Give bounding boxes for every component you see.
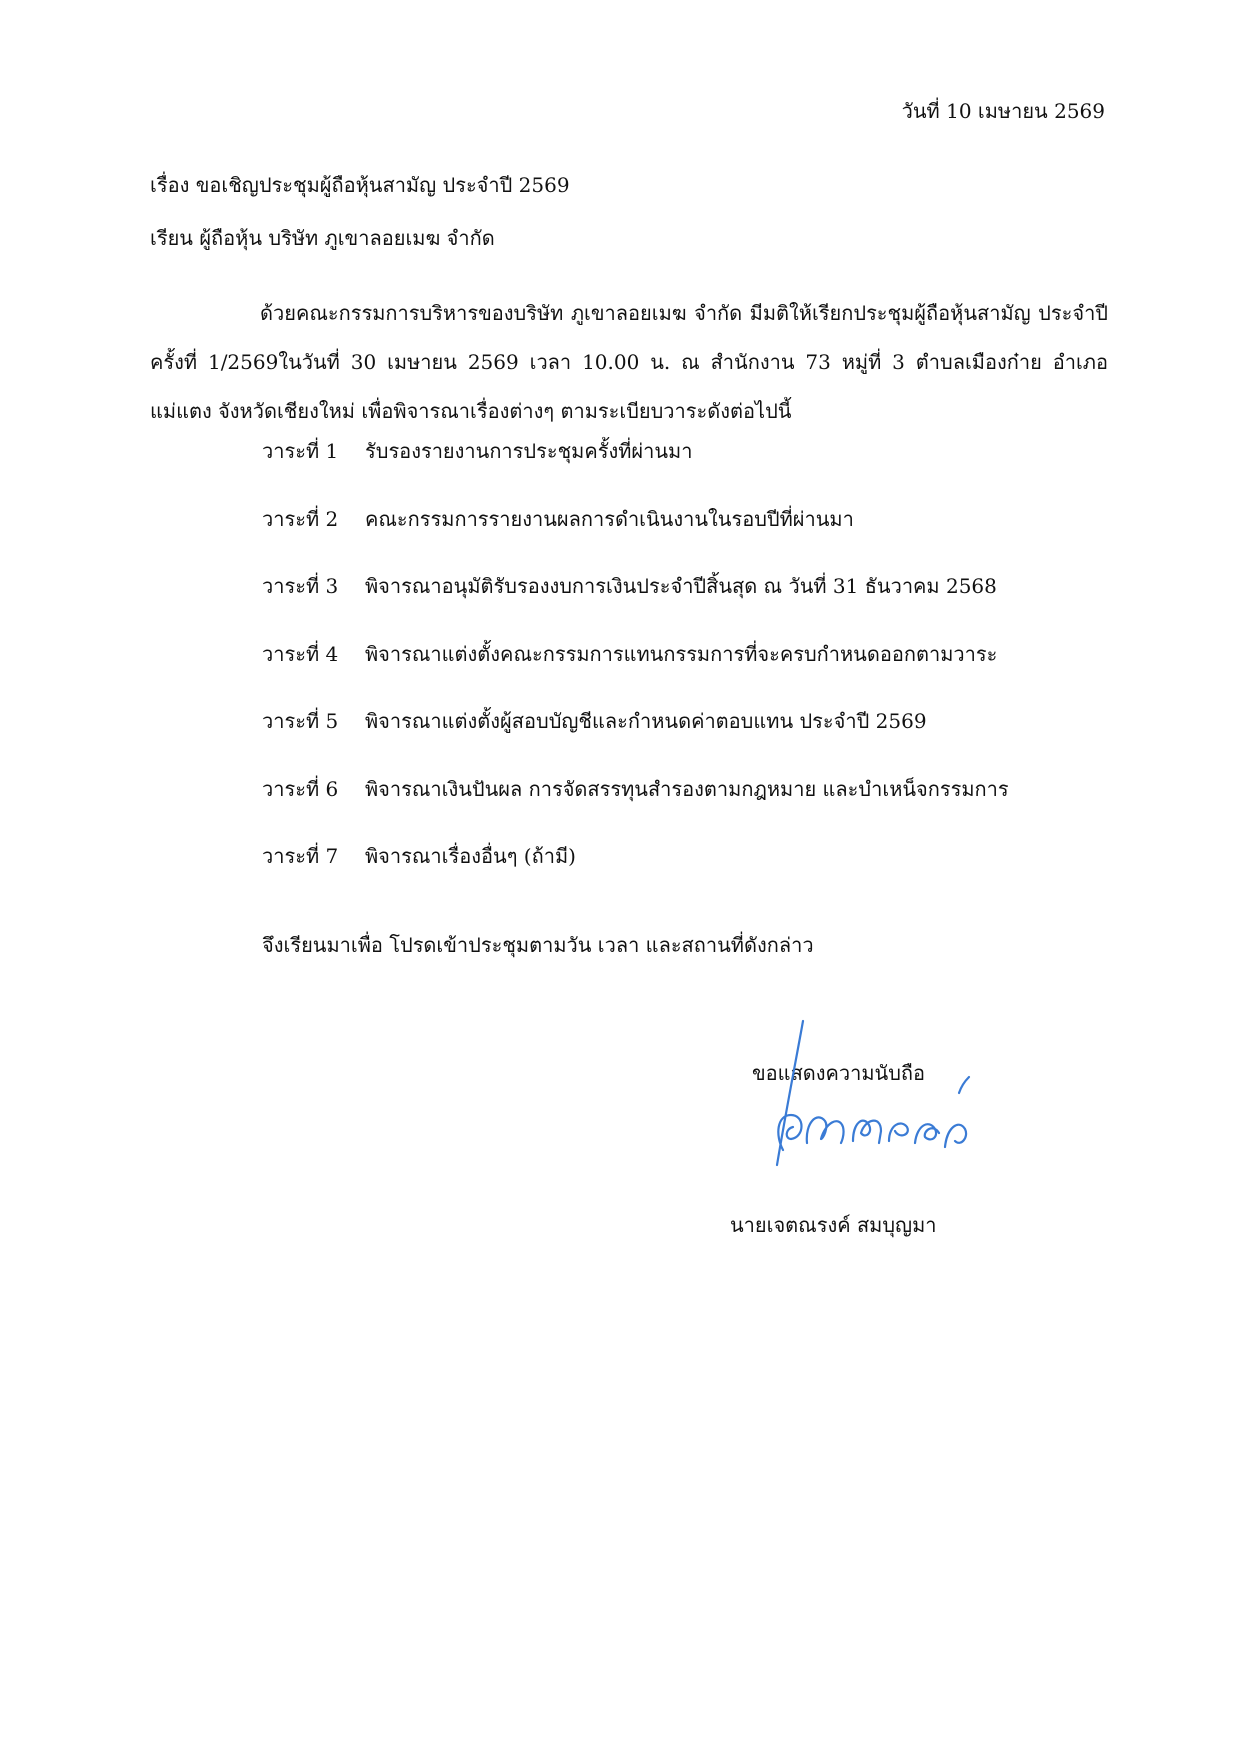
letter-subject: เรื่อง ขอเชิญประชุมผู้ถือหุ้นสามัญ ประจำปี 2569 bbox=[150, 173, 570, 197]
letter-closing: จึงเรียนมาเพื่อ โปรดเข้าประชุมตามวัน เวลา และสถานที่ดังกล่าว bbox=[262, 933, 814, 957]
signature-stroke bbox=[889, 1123, 908, 1141]
agenda-item bbox=[262, 842, 1062, 910]
agenda-item-number: วาระที่ 4 bbox=[262, 641, 339, 666]
signature-stroke bbox=[915, 1124, 939, 1143]
agenda-item-text: รับรองรายงานการประชุมครั้งที่ผ่านมา bbox=[365, 439, 693, 463]
agenda-item bbox=[262, 505, 1062, 573]
signature-stroke bbox=[807, 1117, 844, 1143]
letter-date: วันที่ 10 เมษายน 2569 bbox=[901, 99, 1105, 123]
agenda-item-text: พิจารณาเงินปันผล การจัดสรรทุนสำรองตามกฎหมาย และบำเหน็จกรรมการ bbox=[365, 776, 1009, 801]
agenda-item-number: วาระที่ 3 bbox=[262, 574, 339, 598]
signer-name: นายเจตณรงค์ สมบุญมา bbox=[730, 1213, 937, 1237]
agenda-item bbox=[262, 572, 1062, 640]
agenda-item-text: พิจารณาอนุมัติรับรองงบการเงินประจำปีสิ้นสุด ณ วันที่ 31 ธันวาคม 2568 bbox=[365, 574, 997, 598]
agenda-item-number: วาระที่ 1 bbox=[262, 439, 339, 463]
agenda-item bbox=[262, 640, 1062, 708]
letter-regards: ขอแสดงความนับถือ bbox=[752, 1061, 926, 1085]
agenda-item bbox=[262, 707, 1062, 775]
agenda-item-text: พิจารณาเรื่องอื่นๆ (ถ้ามี) bbox=[365, 844, 576, 868]
agenda-item-number: วาระที่ 6 bbox=[262, 776, 339, 801]
letter-body: ด้วยคณะกรรมการบริหารของบริษัท ภูเขาลอยเมฆ จำกัด มีมติให้เรียกประชุมผู้ถือหุ้นสามัญ ประจำปี ครั้งที่ 1/2569ในวันที่ 30 เมษายน 2569 เวลา 10.00 น. ณ สำนักงาน 73 หมู่ที่ 3 ตำบลเมืองก๋าย อำเภอ แม่แตง จังหวัดเชียงใหม่ เพื่อพิจารณาเรื่องต่างๆ ตามระเบียบวาระดังต่อไปนี้ bbox=[150, 301, 1108, 423]
signature-stroke bbox=[945, 1125, 966, 1147]
agenda-item-number: วาระที่ 7 bbox=[262, 844, 339, 868]
agenda-item-text: พิจารณาแต่งตั้งคณะกรรมการแทนกรรมการที่จะครบกำหนดออกตามวาระ bbox=[365, 641, 998, 666]
agenda-list bbox=[262, 437, 1062, 910]
agenda-item-text: พิจารณาแต่งตั้งผู้สอบบัญชีและกำหนดค่าตอบแทน ประจำปี 2569 bbox=[365, 709, 927, 733]
signature-stroke bbox=[959, 1077, 969, 1093]
signature-stroke bbox=[853, 1121, 881, 1143]
agenda-item-number: วาระที่ 2 bbox=[262, 506, 339, 531]
agenda-item bbox=[262, 775, 1062, 843]
agenda-item-text: คณะกรรมการรายงานผลการดำเนินงานในรอบปีที่ผ่านมา bbox=[365, 506, 854, 531]
handwritten-signature bbox=[725, 1015, 975, 1205]
letter-salutation: เรียน ผู้ถือหุ้น บริษัท ภูเขาลอยเมฆ จำกัด bbox=[150, 226, 495, 250]
agenda-item bbox=[262, 437, 1062, 505]
agenda-item-number: วาระที่ 5 bbox=[262, 709, 339, 733]
